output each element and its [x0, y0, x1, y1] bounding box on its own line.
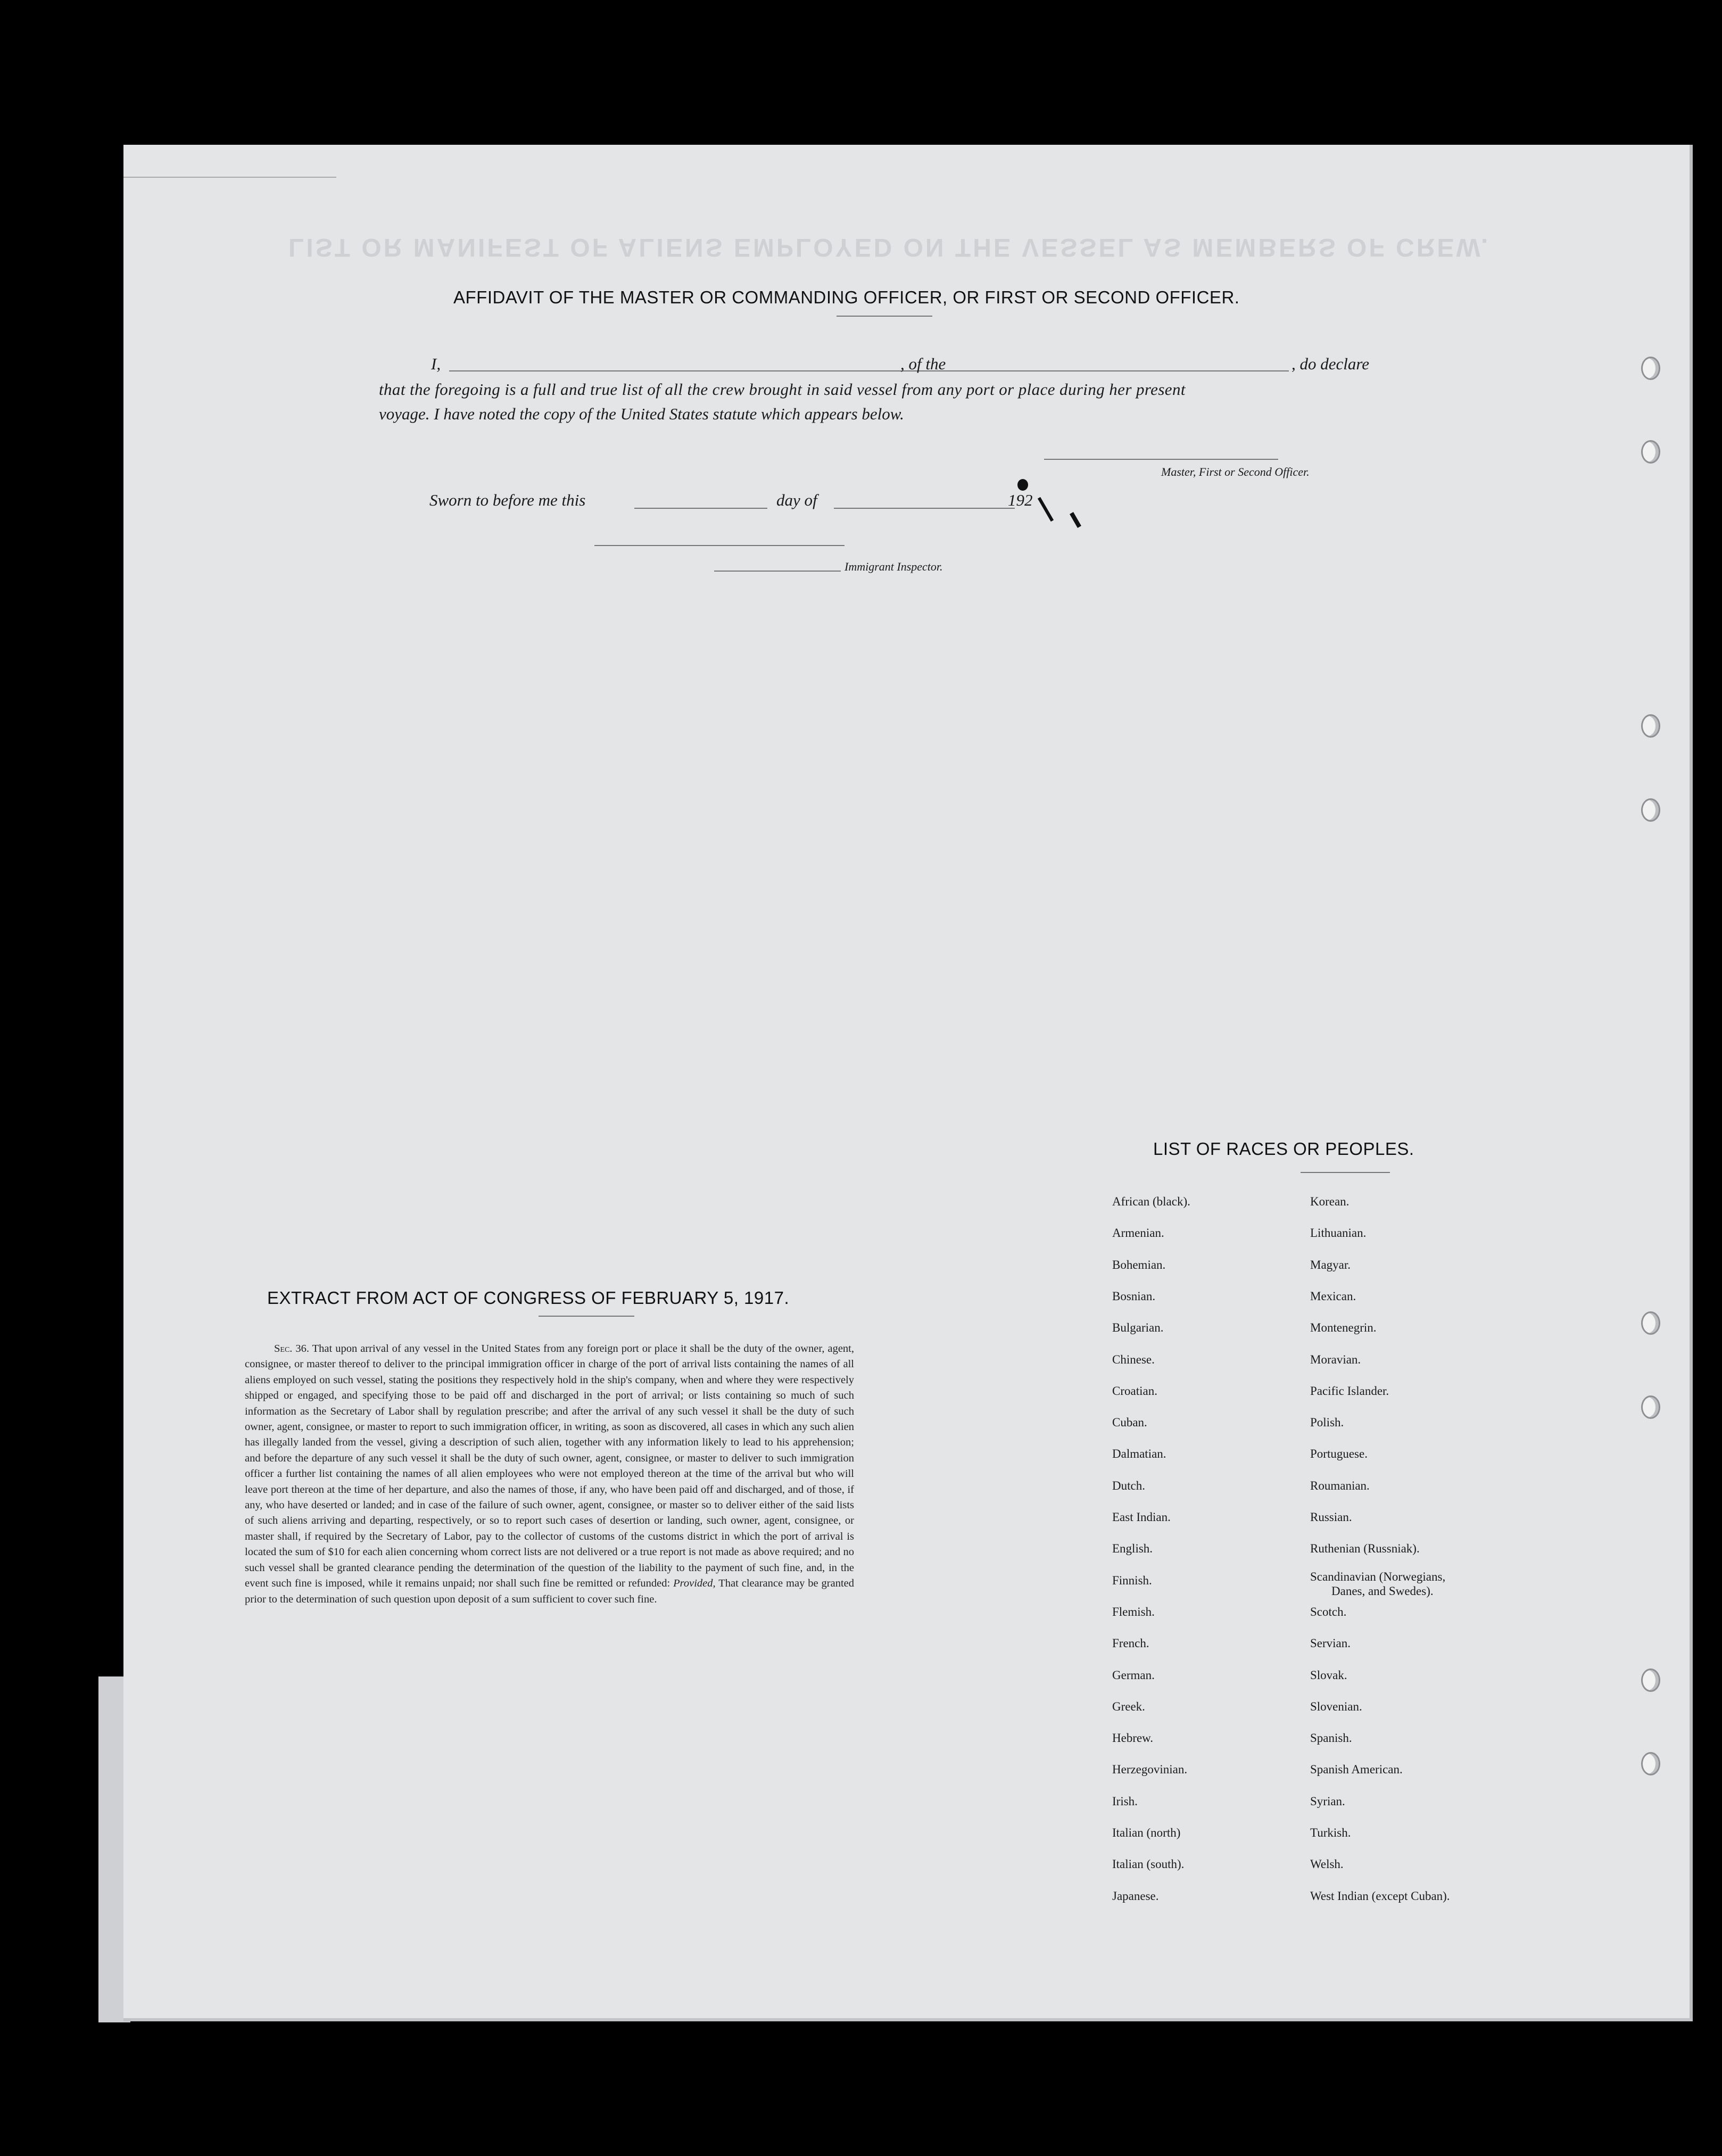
- race-item: Servian.: [1310, 1637, 1351, 1650]
- day-of-label: day of: [776, 491, 817, 509]
- race-item: Montenegrin.: [1310, 1321, 1377, 1335]
- ink-mark: [1038, 497, 1054, 522]
- race-item: Pacific Islander.: [1310, 1384, 1389, 1398]
- race-item: West Indian (except Cuban).: [1310, 1889, 1450, 1903]
- race-item: Bosnian.: [1112, 1289, 1156, 1303]
- punch-hole: [1641, 714, 1660, 738]
- section-label: Sec. 36.: [274, 1343, 310, 1354]
- race-item: English.: [1112, 1542, 1153, 1556]
- sworn-month-line: [834, 508, 1015, 509]
- inspector-signature-line-1: [594, 545, 845, 546]
- races-heading-rule: [1301, 1172, 1390, 1173]
- race-item: African (black).: [1112, 1195, 1190, 1208]
- ink-mark: [1017, 479, 1028, 491]
- race-item: Polish.: [1310, 1416, 1344, 1430]
- race-item: Greek.: [1112, 1699, 1145, 1713]
- races-heading: LIST OF RACES OR PEOPLES.: [1153, 1139, 1414, 1159]
- race-item: Herzegovinian.: [1112, 1763, 1188, 1777]
- race-item: Italian (north): [1112, 1826, 1181, 1839]
- race-item: Portuguese.: [1310, 1447, 1368, 1461]
- race-item: Mexican.: [1310, 1289, 1356, 1303]
- race-item: Scandinavian (Norwegians, Danes, and Swedes).: [1310, 1569, 1446, 1598]
- race-item: Russian.: [1310, 1510, 1352, 1524]
- punch-hole: [1641, 1752, 1660, 1775]
- race-item: Ruthenian (Russniak).: [1310, 1542, 1420, 1556]
- race-item: Spanish.: [1310, 1731, 1352, 1745]
- punch-hole: [1641, 798, 1660, 822]
- race-item: Moravian.: [1310, 1352, 1361, 1366]
- race-item: Cuban.: [1112, 1416, 1147, 1430]
- vessel-blank-line: [959, 370, 1289, 371]
- race-item-continuation: Danes, and Swedes).: [1331, 1584, 1434, 1598]
- inspector-signature-line-2: [714, 571, 841, 572]
- sworn-label: Sworn to before me this: [429, 491, 586, 509]
- punch-hole: [1641, 1395, 1660, 1419]
- race-item: Slovak.: [1310, 1668, 1347, 1682]
- punch-hole: [1641, 357, 1660, 380]
- affidavit-i-label: I,: [431, 354, 441, 373]
- race-item: Bulgarian.: [1112, 1321, 1164, 1335]
- affidavit-do-declare: , do declare: [1292, 354, 1370, 373]
- race-item: Finnish.: [1112, 1573, 1152, 1587]
- document-page: [123, 145, 1693, 2021]
- race-item: Scotch.: [1310, 1605, 1347, 1618]
- race-item: Japanese.: [1112, 1889, 1159, 1903]
- punch-hole: [1641, 1668, 1660, 1692]
- provided-text: That clearance may be granted prior to the determination of such question upon deposit of a sum sufficient to cover such fine.: [245, 1577, 855, 1605]
- extract-heading: EXTRACT FROM ACT OF CONGRESS OF FEBRUARY 5, 1917.: [267, 1288, 790, 1308]
- race-item: Korean.: [1310, 1195, 1350, 1208]
- race-item: East Indian.: [1112, 1510, 1171, 1524]
- provided-label: Provided,: [673, 1577, 716, 1590]
- punch-hole: [1641, 440, 1660, 464]
- master-signature-line: [1044, 459, 1278, 460]
- inspector-label: Immigrant Inspector.: [845, 560, 943, 573]
- sworn-day-line: [634, 508, 767, 509]
- race-item: Croatian.: [1112, 1384, 1157, 1398]
- bleed-through-title: LIST OR MANIFEST OF ALIENS EMPLOYED ON THE VESSEL AS MEMBERS OF CREW.: [288, 233, 1491, 261]
- race-item: Lithuanian.: [1310, 1226, 1367, 1240]
- race-item: Armenian.: [1112, 1226, 1164, 1240]
- affidavit-body-line-2: voyage. I have noted the copy of the United States statute which appears below.: [379, 404, 904, 423]
- ink-mark: [1070, 512, 1081, 528]
- race-item: Welsh.: [1310, 1857, 1344, 1871]
- race-item: Turkish.: [1310, 1826, 1351, 1839]
- race-item: Bohemian.: [1112, 1258, 1166, 1271]
- year-prefix: 192: [1008, 491, 1033, 509]
- race-item: Dalmatian.: [1112, 1447, 1166, 1461]
- extract-heading-rule: [539, 1316, 634, 1317]
- punch-hole: [1641, 1311, 1660, 1335]
- race-item: French.: [1112, 1637, 1149, 1650]
- affidavit-body-line-1: that the foregoing is a full and true list of all the crew brought in said vessel from any port or place during her present: [379, 380, 1186, 399]
- race-item: Roumanian.: [1310, 1478, 1370, 1492]
- heading-rule: [837, 316, 932, 317]
- race-item: Slovenian.: [1310, 1699, 1362, 1713]
- race-item: Syrian.: [1310, 1794, 1345, 1808]
- race-item: Italian (south).: [1112, 1857, 1185, 1871]
- race-item: Hebrew.: [1112, 1731, 1154, 1745]
- race-item: Dutch.: [1112, 1478, 1145, 1492]
- affidavit-of-the: , of the: [900, 354, 946, 373]
- extract-text: [245, 1341, 854, 1607]
- race-item: Irish.: [1112, 1794, 1138, 1808]
- race-item: German.: [1112, 1668, 1155, 1682]
- ghost-rule: [123, 177, 336, 178]
- race-item: Flemish.: [1112, 1605, 1155, 1618]
- master-signature-label: Master, First or Second Officer.: [1161, 465, 1310, 478]
- race-item: Spanish American.: [1310, 1763, 1403, 1777]
- race-item: Chinese.: [1112, 1352, 1155, 1366]
- race-item: Magyar.: [1310, 1258, 1351, 1271]
- extract-body: That upon arrival of any vessel in the United States from any foreign port or place it shall be the duty of the owner, agent, consignee, or master thereof to deliver to the principal immigration officer in charge of the port of arrival lists containing the names of all aliens employed on such vessel, stating the positions they respectively hold in the ship's company, when and where they were respectively shipped or engaged, and specifying those to be paid off and discharged in the port of arrival; or lists containing so much of such information as the Secretary of Labor shall by regulation prescribe; and after the arrival of any such vessel it shall be the duty of such owner, agent, consignee, or master to report to such immigration officer, in writing, as soon as discovered, all cases in which any such alien has illegally landed from the vessel, giving a description of such alien, together with any information likely to lead to his apprehension; and before the departure of any such vessel it shall be the duty of such owner, agent, consignee, or master to deliver to such immigration officer a further list containing the names of all alien employees who were not employed thereon at the time of the arrival but who will leave port thereon at the time of her departure, and also the names of those, if any, who have been paid off and discharged, and of those, if any, who have deserted or landed; and in case of the failure of such owner, agent, consignee, or master so to deliver either of the said lists of such aliens arriving and departing, respectively, or so to report such cases of desertion or landing, such owner, agent, consignee, or master shall, if required by the Secretary of Labor, pay to the collector of customs of the customs district in which the port of arrival is located the sum of $10 for each alien concerning whom correct lists are not delivered or a true report is not made as above required; and no such vessel shall be granted clearance pending the determination of the question of the liability to the payment of such fine, and, in the event such fine is imposed, while it remains unpaid; nor shall such fine be remitted or refunded:: [245, 1343, 854, 1590]
- affidavit-heading: AFFIDAVIT OF THE MASTER OR COMMANDING OFFICER, OR FIRST OR SECOND OFFICER.: [453, 287, 1240, 307]
